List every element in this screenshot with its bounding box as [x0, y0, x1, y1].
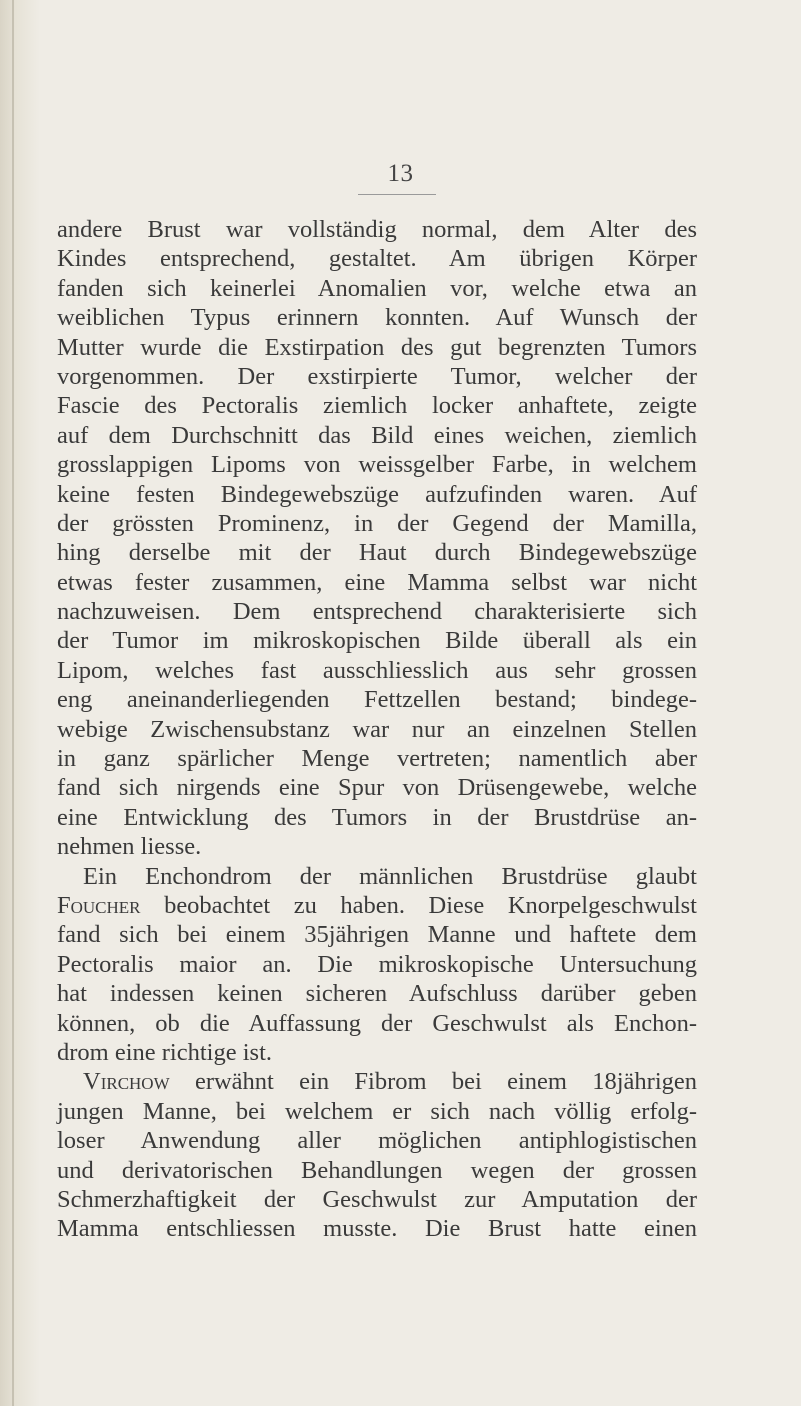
text-line: in ganz spärlicher Menge vertreten; namentlich aber: [57, 745, 697, 773]
binding-gutter: [0, 0, 40, 1406]
text-line: können, ob die Auffassung der Geschwulst als Enchon-: [57, 1009, 697, 1037]
text-line-with-name: [57, 1067, 697, 1096]
text-line: Lipom, welches fast ausschliesslich aus sehr grossen: [57, 656, 697, 684]
text-line: jungen Manne, bei welchem er sich nach völlig erfolg-: [57, 1097, 697, 1125]
text-line-rest: beobachtet zu haben. Diese Knorpelgeschwulst: [164, 891, 697, 919]
text-line: Mamma entschliessen musste. Die Brust hatte einen: [57, 1215, 697, 1243]
text-line: und derivatorischen Behandlungen wegen der grossen: [57, 1156, 697, 1184]
text-line: andere Brust war vollständig normal, dem Alter des: [57, 216, 697, 243]
text-line: der grössten Prominenz, in der Gegend der Mamilla,: [57, 509, 697, 537]
text-line: weiblichen Typus erinnern konnten. Auf Wunsch der: [57, 304, 697, 332]
text-line: nehmen liesse.: [57, 833, 202, 861]
text-line: Schmerzhaftigkeit der Geschwulst zur Amputation der: [57, 1185, 697, 1213]
binding-edge: [12, 0, 14, 1406]
text-line: eng aneinanderliegenden Fettzellen bestand; bindege-: [57, 686, 697, 714]
text-line: fanden sich keinerlei Anomalien vor, welche etwa an: [57, 274, 697, 302]
page-number-rule: [358, 194, 436, 195]
author-name-foucher: Foucher: [57, 891, 141, 919]
text-line: Mutter wurde die Exstirpation des gut begrenzten Tumors: [57, 333, 697, 361]
text-line: Pectoralis maior an. Die mikroskopische Untersuchung: [57, 950, 697, 978]
text-line: der Tumor im mikroskopischen Bilde überall als ein: [57, 627, 697, 655]
text-line: eine Entwicklung des Tumors in der Brustdrüse an-: [57, 803, 697, 831]
text-line: vorgenommen. Der exstirpierte Tumor, welcher der: [57, 362, 697, 390]
text-line: drom eine richtige ist.: [57, 1038, 272, 1066]
page-number: 13: [387, 160, 414, 187]
text-line: grosslappigen Lipoms von weissgelber Farbe, in welchem: [57, 451, 697, 479]
text-line: etwas fester zusammen, eine Mamma selbst war nicht: [57, 568, 697, 596]
text-line: Ein Enchondrom der männlichen Brustdrüse glaubt: [83, 862, 697, 890]
author-name-virchow: Virchow: [83, 1068, 170, 1096]
text-line: fand sich bei einem 35jährigen Manne und haftete dem: [57, 921, 697, 949]
text-line: keine festen Bindegewebszüge aufzufinden waren. Auf: [57, 480, 697, 508]
text-line-rest: erwähnt ein Fibrom bei einem 18jährigen: [194, 1068, 698, 1096]
text-line-with-name: [57, 891, 697, 920]
text-line: Fascie des Pectoralis ziemlich locker anhaftete, zeigte: [57, 392, 697, 420]
text-line: webige Zwischensubstanz war nur an einzelnen Stellen: [57, 715, 697, 743]
text-line: hat indessen keinen sicheren Aufschluss darüber geben: [57, 980, 697, 1008]
text-line: auf dem Durchschnitt das Bild eines weichen, ziemlich: [57, 421, 697, 449]
text-line: fand sich nirgends eine Spur von Drüsengewebe, welche: [57, 774, 697, 802]
body-text: [57, 215, 697, 1244]
text-line: nachzuweisen. Dem entsprechend charakterisierte sich: [57, 598, 697, 626]
text-line: loser Anwendung aller möglichen antiphlogistischen: [57, 1127, 697, 1155]
text-line: Kindes entsprechend, gestaltet. Am übrigen Körper: [57, 245, 697, 273]
text-line: hing derselbe mit der Haut durch Bindegewebszüge: [57, 539, 697, 567]
